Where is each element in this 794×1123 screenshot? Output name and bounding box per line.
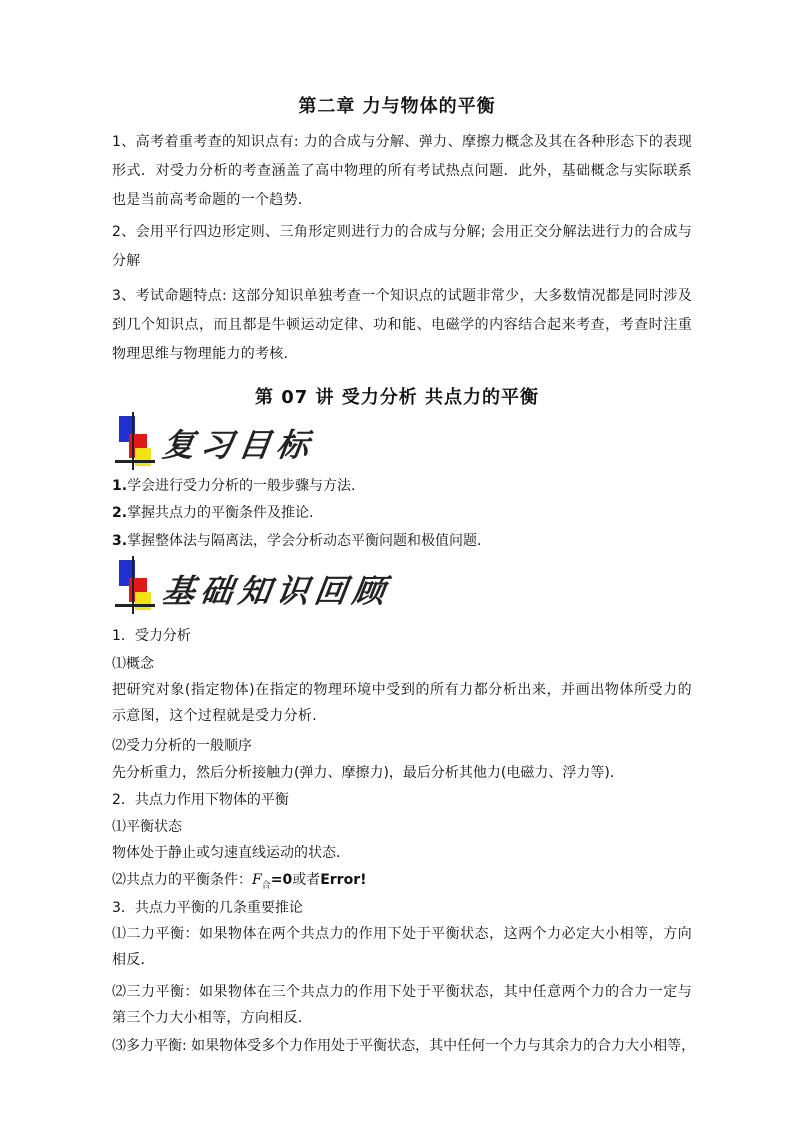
review-goals-banner (115, 412, 325, 472)
goal-text: 掌握共点力的平衡条件及推论. (127, 505, 314, 521)
section-3-2-text: ⑵三力平衡：如果物体在三个共点力的作用下处于平衡状态，其中任意两个力的合力一定与第三个力大小相等，方向相反． (112, 984, 692, 1026)
goal-number: 3. (112, 533, 128, 549)
goal-number: 2. (112, 505, 128, 521)
intro-paragraph-3: 3、考试命题特点: 这部分知识单独考查一个知识点的试题非常少，大多数情况都是同时涉及到几个知识点，而且都是牛顿运动定律、功和能、电磁学的内容结合起来考查，考查时注重物理思维与物理能力的考核． (112, 288, 692, 362)
chapter-title: 第二章 力与物体的平衡 (298, 96, 496, 117)
intro-paragraph-1: 1、高考着重考查的知识点有: 力的合成与分解、弹力、摩擦力概念及其在各种形态下的表现形式．对受力分析的考查涵盖了高中物理的所有考试热点问题．此外，基础概念与实际联系也是当前高考命题的一个趋势． (112, 134, 692, 208)
review-goals-banner-text: 复习目标 (160, 426, 318, 464)
basic-review-banner (115, 556, 395, 616)
section-3-1-text: ⑴二力平衡：如果物体在两个共点力的作用下处于平衡状态，这两个力必定大小相等，方向相反． (112, 926, 692, 968)
condition-prefix: ⑵共点力的平衡条件： (112, 872, 252, 888)
error-text: Error! (320, 872, 367, 888)
section-2-1-heading: ⑴平衡状态 (112, 819, 182, 835)
lecture-title: 第 07 讲 受力分析 共点力的平衡 (254, 387, 540, 408)
goal-item (112, 476, 702, 496)
section-1-2-text: 先分析重力，然后分析接触力(弹力、摩擦力)，最后分析其他力(电磁力、浮力等)． (112, 765, 624, 781)
intro-paragraph-2: 2、会用平行四边形定则、三角形定则进行力的合成与分解; 会用正交分解法进行力的合成与分解 (112, 224, 692, 269)
section-2-1-text: 物体处于静止或匀速直线运动的状态． (112, 845, 350, 861)
condition-or: 或者 (292, 872, 321, 888)
section-1-1-text: 把研究对象(指定物体)在指定的物理环境中受到的所有力都分析出来，并画出物体所受力的示意图，这个过程就是受力分析． (112, 682, 692, 724)
basic-review-banner-text: 基础知识回顾 (160, 572, 394, 610)
goal-number: 1. (112, 478, 128, 494)
section-3-title: 3．共点力平衡的几条重要推论 (112, 900, 303, 916)
section-2-title: 2．共点力作用下物体的平衡 (112, 792, 289, 808)
section-1-2-heading: ⑵受力分析的一般顺序 (112, 738, 252, 754)
equation-zero: =0 (270, 872, 293, 888)
banner-decoration-icon (115, 556, 155, 616)
force-subscript: 合 (261, 881, 271, 891)
banner-decoration-icon (115, 412, 155, 472)
section-1-1-heading: ⑴概念 (112, 656, 154, 672)
section-2-2-condition (112, 870, 702, 892)
goal-text: 掌握整体法与隔离法，学会分析动态平衡问题和极值问题． (127, 533, 492, 549)
force-symbol: F (252, 872, 262, 888)
goal-item (112, 531, 702, 551)
goal-text: 学会进行受力分析的一般步骤与方法. (127, 478, 356, 494)
goal-item (112, 503, 702, 523)
section-3-3-text: ⑶多力平衡: 如果物体受多个力作用处于平衡状态，其中任何一个力与其余力的合力大小相等， (112, 1038, 696, 1054)
section-1-title: 1．受力分析 (112, 628, 191, 644)
